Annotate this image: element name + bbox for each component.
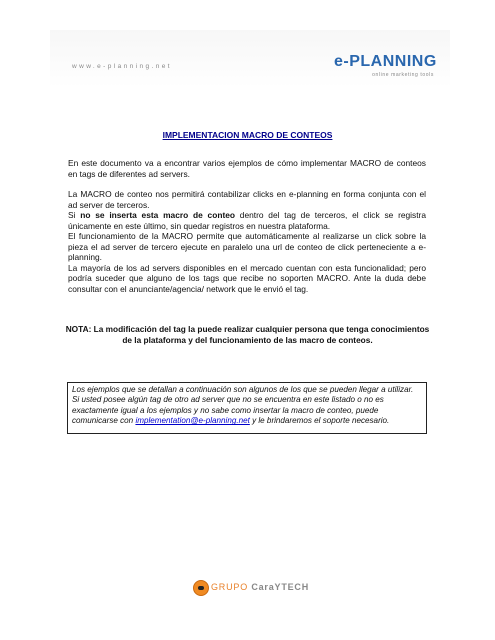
paragraph-4: La mayoría de los ad servers disponibles en el mercado cuentan con esta funcionalidad; pero podría suceder que alguno de los tags que recibe no soporten MACRO. Ante la duda debe consultar con el anunciante/agencia/ network que le envió el tag. [68,262,426,294]
support-text-before: Los ejemplos que se detallan a continuación son algunos de los que se pueden llegar a utilizar. Si usted posee algún tag de otro ad server que no se encuentra en este listado o no es exactamente igual a los ejemplos y no sabe como insertar la macro de conteo, puede comunicarse con [72,385,414,426]
support-box-text [72,385,422,427]
paragraph-1: La MACRO de conteo nos permitirá contabilizar clicks en e-planning en forma conjunta con el ad server de terceros. [68,189,426,210]
site-url: www.e-planning.net [72,63,172,70]
caraytech-emblem-icon [193,580,209,596]
paragraph-2 [68,210,426,231]
body-section [68,189,426,294]
intro-text: En este documento va a encontrar varios ejemplos de cómo implementar MACRO de conteos en tags de diferentes ad servers. [68,158,426,179]
support-email-link[interactable]: implementation@e-planning.net [135,416,250,426]
paragraph-2-after: dentro del tag de terceros, el click se registra únicamente en este último, sin quedar registros en nuestra plataforma. [68,210,426,231]
document-title: IMPLEMENTACION MACRO DE CONTEOS [162,130,333,140]
paragraph-2-before: Si [68,210,81,220]
footer-brand-part1: GRUPO [211,582,252,592]
intro-paragraph [68,158,426,179]
grupo-caraytech-logo [193,580,313,596]
paragraph-2-bold: no se inserta esta macro de conteo [80,210,236,220]
support-box [67,382,427,434]
note-text: NOTA: La modificación del tag la puede realizar cualquier persona que tenga conocimientos de la plataforma y del funcionamiento de las macro de conteos. [65,324,430,345]
logo-wordmark: e-PLANNING [334,53,437,70]
support-text-after: y le brindaremos el soporte necesario. [249,416,390,426]
e-planning-logo [334,53,437,83]
paragraph-3: El funcionamiento de la MACRO permite que automáticamente al realizarse un click sobre la pieza el ad server de tercero ejecute en paralelo una url de conteo de click perteneciente a e-planning. [68,231,426,262]
logo-tagline: online marketing tools [372,72,434,78]
footer-brand [211,582,309,592]
footer-brand-part2: CaraYTECH [251,582,310,592]
